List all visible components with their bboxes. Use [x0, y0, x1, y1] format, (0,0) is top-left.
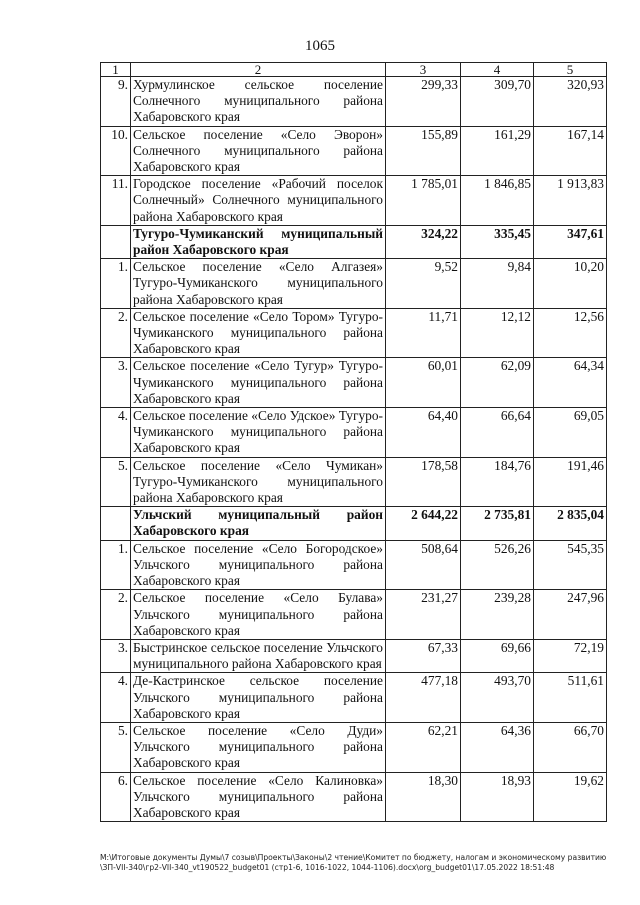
table-row	[101, 77, 607, 127]
row-value-col3: 178,58	[386, 457, 461, 507]
table-row	[101, 722, 607, 772]
row-name: Сельское поселение «Село Алгазея» Тугуро-Чумиканского муниципального района Хабаровского края	[131, 259, 386, 309]
row-index	[101, 507, 131, 540]
row-index: 1.	[101, 259, 131, 309]
header-col-2: 2	[131, 63, 386, 77]
table-row	[101, 772, 607, 822]
header-col-1: 1	[101, 63, 131, 77]
table-group-row	[101, 507, 607, 540]
table-row	[101, 176, 607, 226]
row-index: 4.	[101, 673, 131, 723]
row-name: Сельское поселение «Село Дуди» Ульчского муниципального района Хабаровского края	[131, 722, 386, 772]
row-index: 10.	[101, 126, 131, 176]
row-value-col5: 320,93	[534, 77, 607, 127]
row-value-col3: 508,64	[386, 540, 461, 590]
row-value-col5: 167,14	[534, 126, 607, 176]
row-name: Сельское поселение «Село Булава» Ульчского муниципального района Хабаровского края	[131, 590, 386, 640]
row-value-col5: 10,20	[534, 259, 607, 309]
row-name: Де-Кастринское сельское поселение Ульчского муниципального района Хабаровского края	[131, 673, 386, 723]
row-value-col4: 161,29	[461, 126, 534, 176]
row-value-col3: 18,30	[386, 772, 461, 822]
budget-table	[100, 62, 607, 822]
page-number: 1065	[305, 38, 335, 54]
row-value-col5: 66,70	[534, 722, 607, 772]
row-value-col4: 69,66	[461, 639, 534, 672]
row-value-col5: 511,61	[534, 673, 607, 723]
row-value-col4: 66,64	[461, 408, 534, 458]
row-value-col4: 335,45	[461, 225, 534, 258]
row-value-col3: 231,27	[386, 590, 461, 640]
table-row	[101, 673, 607, 723]
row-value-col4: 62,09	[461, 358, 534, 408]
row-value-col3: 2 644,22	[386, 507, 461, 540]
table-row	[101, 457, 607, 507]
row-index: 5.	[101, 722, 131, 772]
row-index: 3.	[101, 639, 131, 672]
row-index: 4.	[101, 408, 131, 458]
row-name: Сельское поселение «Село Калиновка» Ульчского муниципального района Хабаровского края	[131, 772, 386, 822]
row-value-col4: 309,70	[461, 77, 534, 127]
table-group-row	[101, 225, 607, 258]
row-value-col5: 247,96	[534, 590, 607, 640]
row-name: Сельское поселение «Село Чумикан» Тугуро-Чумиканского муниципального района Хабаровского края	[131, 457, 386, 507]
row-index: 9.	[101, 77, 131, 127]
row-value-col4: 184,76	[461, 457, 534, 507]
table-row	[101, 540, 607, 590]
table-row	[101, 358, 607, 408]
row-value-col5: 347,61	[534, 225, 607, 258]
row-index: 5.	[101, 457, 131, 507]
row-index: 11.	[101, 176, 131, 226]
row-name: Быстринское сельское поселение Ульчского муниципального района Хабаровского края	[131, 639, 386, 672]
row-value-col3: 9,52	[386, 259, 461, 309]
row-index: 1.	[101, 540, 131, 590]
header-col-5: 5	[534, 63, 607, 77]
row-value-col5: 64,34	[534, 358, 607, 408]
row-name: Сельское поселение «Село Эворон» Солнечного муниципального района Хабаровского края	[131, 126, 386, 176]
row-value-col5: 545,35	[534, 540, 607, 590]
row-name: Хурмулинское сельское поселение Солнечного муниципального района Хабаровского края	[131, 77, 386, 127]
row-value-col4: 18,93	[461, 772, 534, 822]
row-value-col3: 60,01	[386, 358, 461, 408]
row-value-col4: 9,84	[461, 259, 534, 309]
table-header-row	[101, 63, 607, 77]
row-value-col5: 2 835,04	[534, 507, 607, 540]
row-index: 6.	[101, 772, 131, 822]
document-path-footer: М:\Итоговые документы Думы\7 созыв\Проекты\Законы\2 чтение\Комитет по бюджету, налогам и экономическому развитию\ЗП-VII-340\гр2-VII-340_vt190522_budget01 (стр1-6, 1016-1022, 1044-1106).docx\org_budget01\17.05.2022 18:51:48	[100, 853, 607, 872]
row-value-col4: 239,28	[461, 590, 534, 640]
row-index: 2.	[101, 590, 131, 640]
row-index	[101, 225, 131, 258]
row-value-col5: 69,05	[534, 408, 607, 458]
row-value-col5: 72,19	[534, 639, 607, 672]
row-name: Сельское поселение «Село Тором» Тугуро-Чумиканского муниципального района Хабаровского края	[131, 308, 386, 358]
row-value-col3: 62,21	[386, 722, 461, 772]
row-value-col4: 2 735,81	[461, 507, 534, 540]
table-row	[101, 408, 607, 458]
row-index: 3.	[101, 358, 131, 408]
header-col-3: 3	[386, 63, 461, 77]
row-name: Городское поселение «Рабочий поселок Солнечный» Солнечного муниципального района Хабаровского края	[131, 176, 386, 226]
header-col-4: 4	[461, 63, 534, 77]
row-value-col3: 64,40	[386, 408, 461, 458]
row-value-col5: 19,62	[534, 772, 607, 822]
row-value-col3: 324,22	[386, 225, 461, 258]
row-index: 2.	[101, 308, 131, 358]
table-row	[101, 308, 607, 358]
row-value-col3: 477,18	[386, 673, 461, 723]
table-row	[101, 259, 607, 309]
row-value-col4: 12,12	[461, 308, 534, 358]
table-row	[101, 590, 607, 640]
row-value-col4: 526,26	[461, 540, 534, 590]
row-value-col4: 64,36	[461, 722, 534, 772]
table-row	[101, 639, 607, 672]
row-value-col3: 155,89	[386, 126, 461, 176]
row-value-col5: 1 913,83	[534, 176, 607, 226]
row-value-col3: 67,33	[386, 639, 461, 672]
row-value-col3: 1 785,01	[386, 176, 461, 226]
table-row	[101, 126, 607, 176]
row-name: Сельское поселение «Село Удское» Тугуро-Чумиканского муниципального района Хабаровского края	[131, 408, 386, 458]
row-value-col3: 11,71	[386, 308, 461, 358]
row-name: Сельское поселение «Село Тугур» Тугуро-Чумиканского муниципального района Хабаровского края	[131, 358, 386, 408]
row-name: Ульчский муниципальный район Хабаровского края	[131, 507, 386, 540]
row-name: Сельское поселение «Село Богородское» Ульчского муниципального района Хабаровского края	[131, 540, 386, 590]
row-name: Тугуро-Чумиканский муниципальный район Хабаровского края	[131, 225, 386, 258]
row-value-col5: 12,56	[534, 308, 607, 358]
row-value-col3: 299,33	[386, 77, 461, 127]
row-value-col5: 191,46	[534, 457, 607, 507]
row-value-col4: 493,70	[461, 673, 534, 723]
row-value-col4: 1 846,85	[461, 176, 534, 226]
